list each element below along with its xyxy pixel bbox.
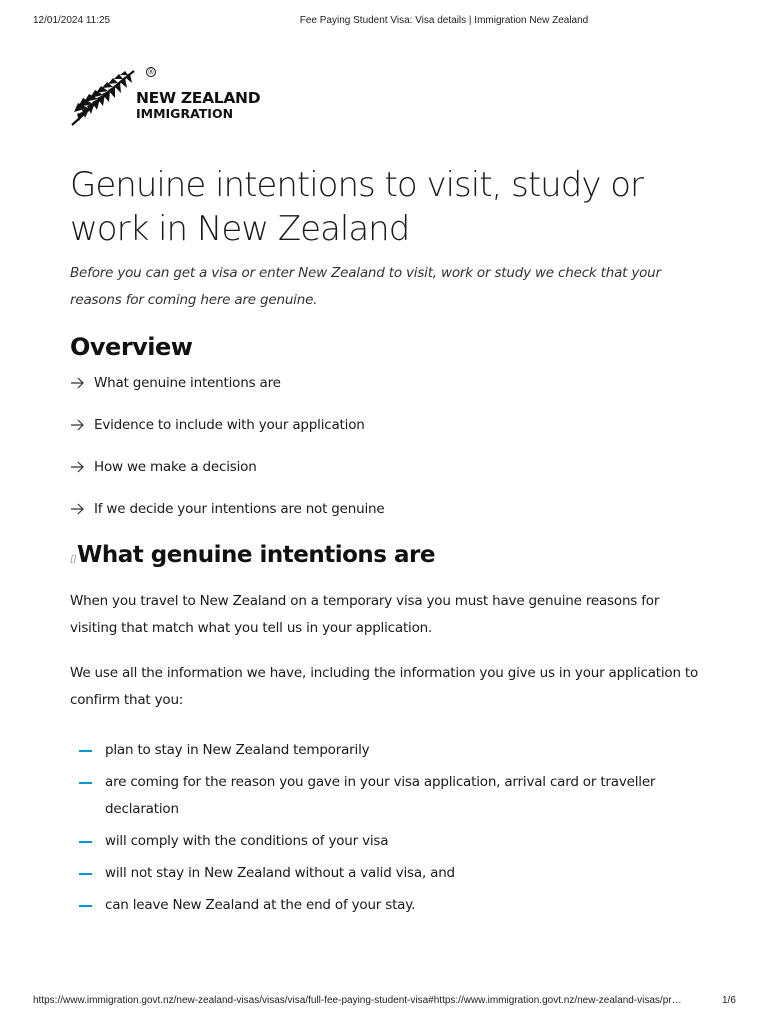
list-item xyxy=(70,892,700,919)
overview-link-item xyxy=(70,414,670,456)
overview-heading: Overview xyxy=(70,333,193,361)
print-url: https://www.immigration.govt.nz/new-zealand-visas/visas/visa/full-fee-paying-student-visa#https://www.immigration.govt.nz/new-zealand-visas/pr… xyxy=(33,995,682,1006)
overview-link-item xyxy=(70,498,670,540)
dash-bullet-icon xyxy=(79,750,92,752)
list-item-text: are coming for the reason you gave in your visa application, arrival card or traveller declaration xyxy=(105,774,656,817)
list-item xyxy=(70,769,700,823)
overview-link-decision[interactable]: How we make a decision xyxy=(94,459,257,475)
overview-link-item xyxy=(70,372,670,414)
overview-link-item xyxy=(70,456,670,498)
page-title: Genuine intentions to visit, study or work in New Zealand xyxy=(70,165,644,249)
overview-link-genuine-intentions[interactable]: What genuine intentions are xyxy=(94,375,281,391)
logo-line-1: NEW ZEALAND xyxy=(136,89,261,107)
arrow-right-icon xyxy=(70,414,86,436)
print-page-number: 1/6 xyxy=(722,995,736,1006)
section-paragraph-1: When you travel to New Zealand on a temporary visa you must have genuine reasons for visiting that match what you tell us in your application. xyxy=(70,593,660,636)
print-header xyxy=(0,15,768,31)
arrow-right-icon xyxy=(70,372,86,394)
dash-bullet-icon xyxy=(79,841,92,843)
list-item-text: will not stay in New Zealand without a valid visa, and xyxy=(105,865,455,881)
list-item-text: can leave New Zealand at the end of your stay. xyxy=(105,897,416,913)
print-page-title: Fee Paying Student Visa: Visa details | Immigration New Zealand xyxy=(299,15,589,26)
print-datetime: 12/01/2024 11:25 xyxy=(33,15,111,26)
dash-bullet-icon xyxy=(79,782,92,784)
list-item-text: will comply with the conditions of your visa xyxy=(105,833,389,849)
site-logo[interactable] xyxy=(70,67,270,127)
section-paragraph-2: We use all the information we have, including the information you give us in your application to confirm that you: xyxy=(70,665,699,708)
dash-bullet-icon xyxy=(79,905,92,907)
requirements-list xyxy=(70,737,700,924)
overview-link-evidence[interactable]: Evidence to include with your application xyxy=(94,417,365,433)
page-intro: Before you can get a visa or enter New Zealand to visit, work or study we check that your reasons for coming here are genuine. xyxy=(70,265,661,308)
registered-mark: ® xyxy=(147,68,155,76)
arrow-right-icon xyxy=(70,456,86,478)
overview-link-not-genuine[interactable]: If we decide your intentions are not genuine xyxy=(94,501,385,517)
section-heading xyxy=(70,538,435,577)
silver-fern-icon xyxy=(70,67,136,127)
arrow-right-icon xyxy=(70,498,86,520)
section-anchor[interactable]: [] xyxy=(70,555,77,565)
list-item xyxy=(70,828,700,855)
print-footer xyxy=(0,995,768,1011)
dash-bullet-icon xyxy=(79,873,92,875)
list-item xyxy=(70,860,700,887)
list-item-text: plan to stay in New Zealand temporarily xyxy=(105,742,370,758)
list-item xyxy=(70,737,700,764)
section-heading-text: What genuine intentions are xyxy=(77,542,435,568)
logo-line-2: IMMIGRATION xyxy=(136,106,234,121)
overview-links xyxy=(70,372,670,540)
